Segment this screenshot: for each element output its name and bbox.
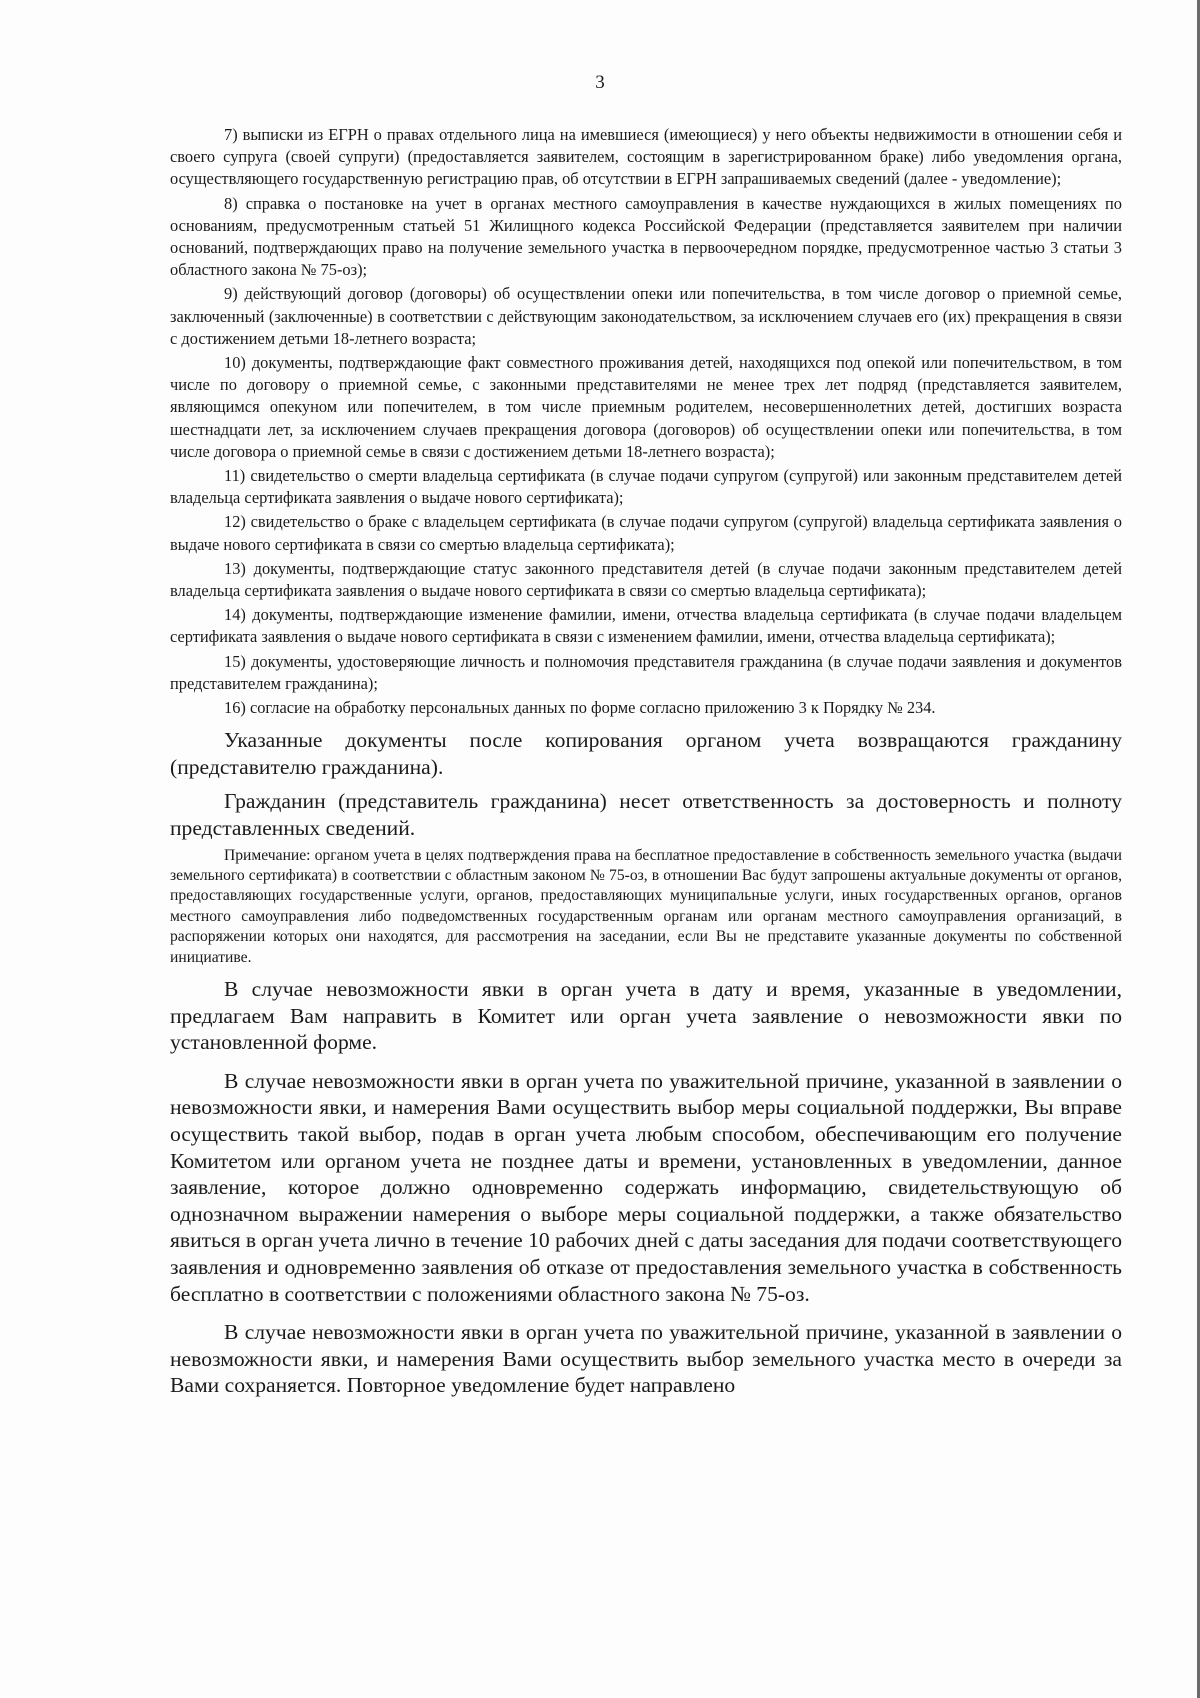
list-item-8: 8) справка о постановке на учет в органах местного самоуправления в качестве нуждающихся в жилых помещениях по основаниям, предусмотренным статьей 51 Жилищного кодекса Российской Федерации (представляется заявителем при наличии оснований, подтверждающих право на получение земельного участка в первоочередном порядке, предусмотренное частью 3 статьи 3 областного закона № 75-оз); bbox=[170, 193, 1122, 280]
list-item-14: 14) документы, подтверждающие изменение фамилии, имени, отчества владельца сертификата (в случае подачи владельцем сертификата заявления о выдаче нового сертификата в связи с изменением фамилии, имени, отчества владельца сертификата); bbox=[170, 605, 1122, 647]
return-documents-paragraph: Указанные документы после копирования органом учета возвращаются гражданину (представителю гражданина). bbox=[170, 728, 1122, 779]
page-number: 3 bbox=[595, 72, 605, 93]
list-item-16: 16) согласие на обработку персональных данных по форме согласно приложению 3 к Порядку № 234. bbox=[224, 698, 936, 718]
absence-notice-paragraph: В случае невозможности явки в орган учета в дату и время, указанные в уведомлении, предлагаем Вам направить в Комитет или орган учета заявление о невозможности явки по установленной форме. bbox=[170, 977, 1122, 1055]
absence-support-paragraph: В случае невозможности явки в орган учета по уважительной причине, указанной в заявлении о невозможности явки, и намерения Вами осуществить выбор меры социальной поддержки, Вы вправе осуществить такой выбор, подав в орган учета любым способом, обеспечивающим его получение Комитетом или органом учета не позднее даты и времени, установленных в уведомлении, данное заявление, которое должно одновременно содержать информацию, свидетельствующую об однозначном выражении намерения о выборе меры социальной поддержки, а также обязательство явиться в орган учета лично в течение 10 рабочих дней с даты заседания для подачи соответствующего заявления и одновременно заявления об отказе от предоставления земельного участка в собственность бесплатно в соответствии с положениями областного закона № 75-оз. bbox=[170, 1068, 1122, 1306]
absence-plot-paragraph: В случае невозможности явки в орган учета по уважительной причине, указанной в заявлении о невозможности явки, и намерения Вами осуществить выбор земельного участка место в очереди за Вами сохраняется. Повторное уведомление будет направлено bbox=[170, 1320, 1122, 1398]
responsibility-paragraph: Гражданин (представитель гражданина) несет ответственность за достоверность и полноту представленных сведений. bbox=[170, 789, 1122, 841]
list-item-12: 12) свидетельство о браке с владельцем сертификата (в случае подачи супругом (супругой) владельца сертификата заявления о выдаче нового сертификата в связи со смертью владельца сертификата); bbox=[170, 512, 1122, 554]
list-item-7: 7) выписки из ЕГРН о правах отдельного лица на имевшиеся (имеющиеся) у него объекты недвижимости в отношении себя и своего супруга (своей супруги) (предоставляется заявителем, состоящим в зарегистрированном браке) либо уведомления органа, осуществляющего государственную регистрацию прав, об отсутствии в ЕГРН запрашиваемых сведений (далее - уведомление); bbox=[170, 125, 1122, 189]
document-body bbox=[170, 124, 1122, 1399]
list-item-10: 10) документы, подтверждающие факт совместного проживания детей, находящихся под опекой или попечительством, в том числе по договору о приемной семье, с законными представителями не менее трех лет подряд (представляется заявителем, являющимся опекуном или попечителем, в том числе приемным родителем, несовершеннолетних детей, достигших возраста шестнадцати лет, за исключением случаев прекращения договора (договоров) об осуществлении опеки или попечительства, в том числе договора о приемной семье в связи с достижением детьми 18-летнего возраста); bbox=[170, 353, 1122, 461]
list-item-13: 13) документы, подтверждающие статус законного представителя детей (в случае подачи законным представителем детей владельца сертификата заявления о выдаче нового сертификата в связи со смертью владельца сертификата); bbox=[170, 558, 1122, 601]
list-item-9: 9) действующий договор (договоры) об осуществлении опеки или попечительства, в том числе договор о приемной семье, заключенный (заключенные) в соответствии с действующим законодательством, за исключением случаев его (их) прекращения в связи с достижением детьми 18-летнего возраста; bbox=[170, 284, 1122, 348]
list-item-11: 11) свидетельство о смерти владельца сертификата (в случае подачи супругом (супругой) или законным представителем детей владельца сертификата заявления о выдаче нового сертификата); bbox=[170, 466, 1122, 508]
note-paragraph: Примечание: органом учета в целях подтверждения права на бесплатное предоставление в собственность земельного участка (выдачи земельного сертификата) в соответствии с областным законом № 75-оз, в отношении Вас будут запрошены актуальные документы от органов, предоставляющих государственные услуги, органов, предоставляющих муниципальные услуги, иных государственных органов, органов местного самоуправления либо подведомственных государственным органам или органам местного самоуправления организаций, в распоряжении которых они находятся, для рассмотрения на заседании, если Вы не представите указанные документы по собственной инициативе. bbox=[170, 846, 1122, 966]
list-item-15: 15) документы, удостоверяющие личность и полномочия представителя гражданина (в случае подачи заявления и документов представителем гражданина); bbox=[170, 651, 1122, 693]
